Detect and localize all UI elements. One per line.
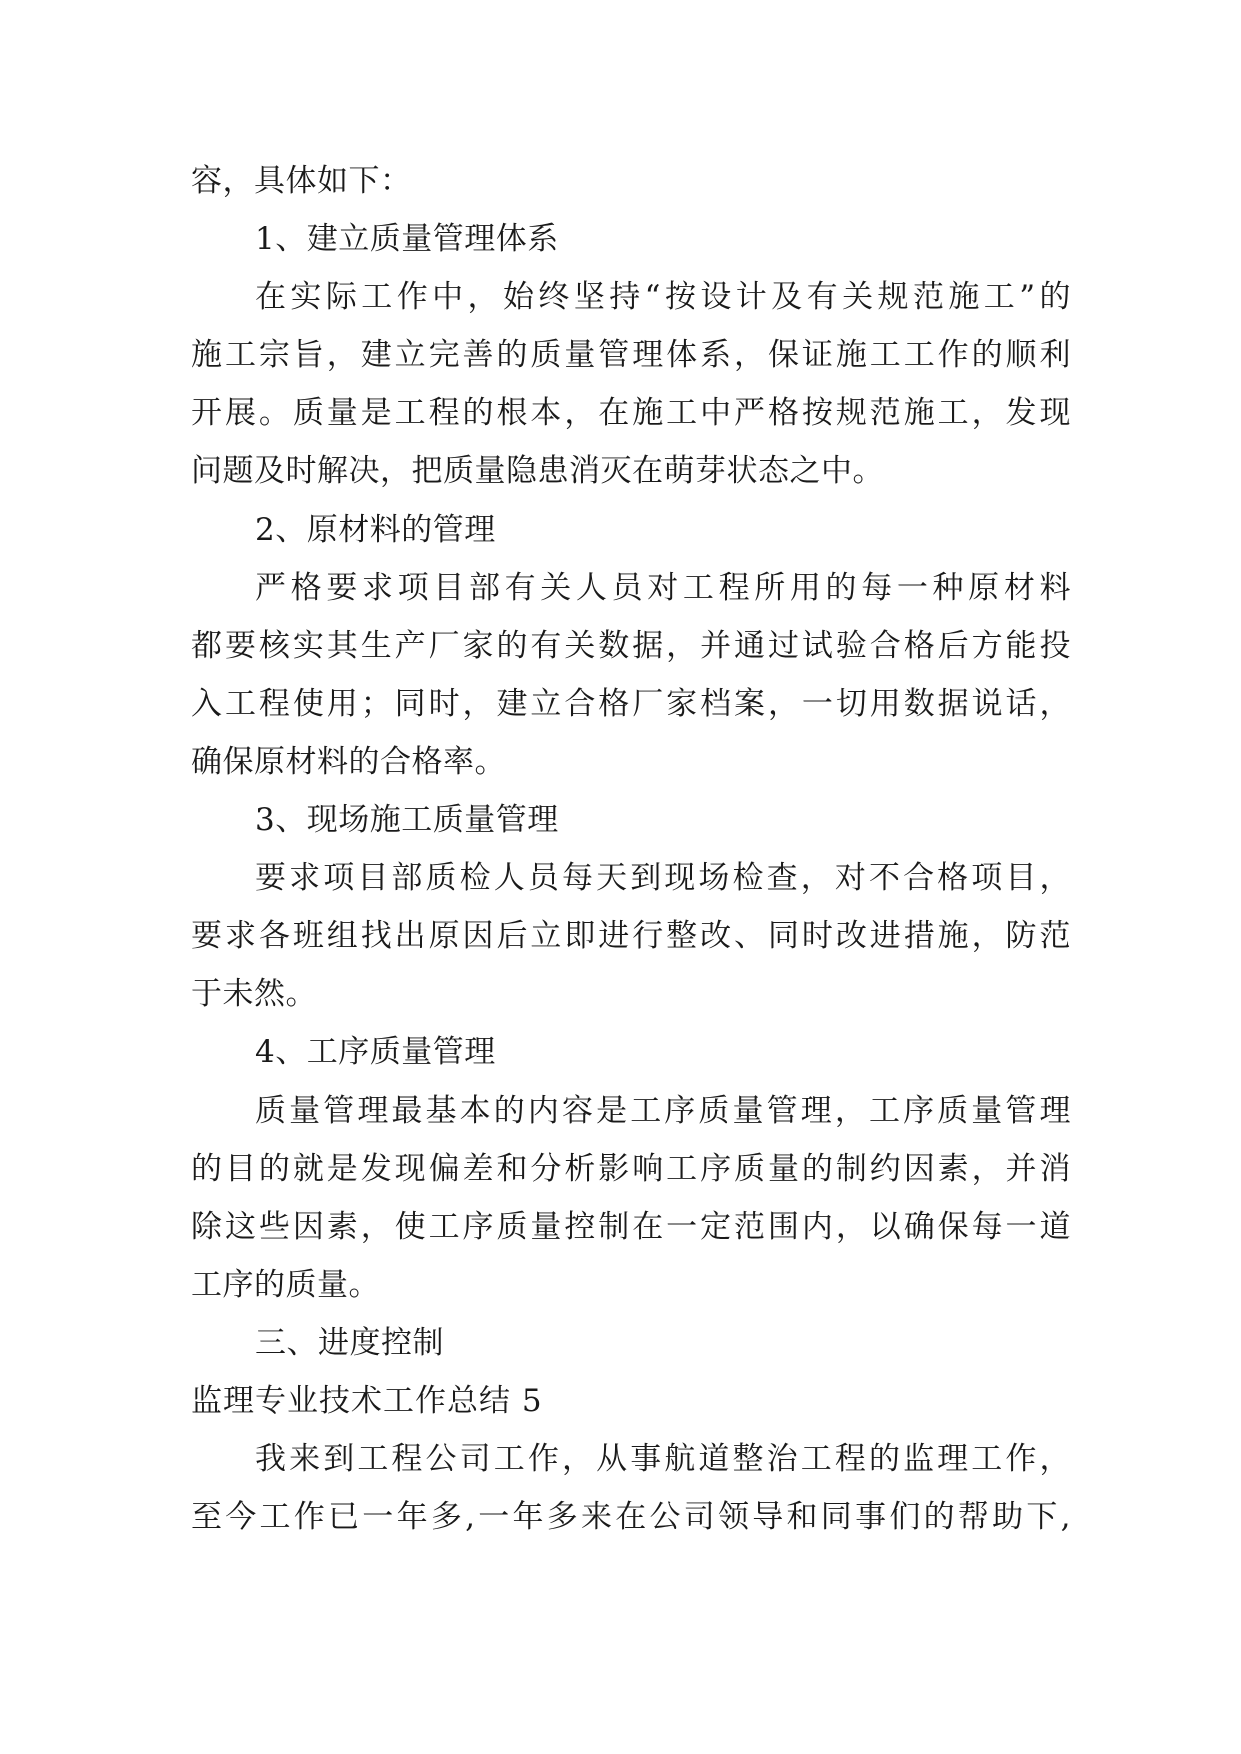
paragraph-line: 工序的质量。 <box>191 1266 380 1303</box>
paragraph-line: 至今工作已一年多,一年多来在公司领导和同事们的帮助下, <box>191 1499 1071 1536</box>
paragraph-line: 入工程使用；同时，建立合格厂家档案，一切用数据说话， <box>191 685 1071 722</box>
paragraph-line: 的目的就是发现偏差和分析影响工序质量的制约因素，并消 <box>191 1150 1071 1187</box>
paragraph-line: 于未然。 <box>191 976 317 1013</box>
paragraph-line: 我来到工程公司工作，从事航道整治工程的监理工作， <box>255 1441 1071 1478</box>
document-body <box>191 152 1071 1546</box>
section-heading: 3、现场施工质量管理 <box>255 802 559 839</box>
paragraph-line: 质量管理最基本的内容是工序质量管理，工序质量管理 <box>255 1092 1071 1129</box>
paragraph-line: 严格要求项目部有关人员对工程所用的每一种原材料 <box>255 569 1071 606</box>
paragraph-line: 施工宗旨，建立完善的质量管理体系，保证施工工作的顺利 <box>191 337 1071 374</box>
section-heading: 1、建立质量管理体系 <box>255 221 559 258</box>
paragraph-line: 问题及时解决，把质量隐患消灭在萌芽状态之中。 <box>191 453 884 490</box>
paragraph-line: 都要核实其生产厂家的有关数据，并通过试验合格后方能投 <box>191 627 1071 664</box>
paragraph-line: 要求各班组找出原因后立即进行整改、同时改进措施，防范 <box>191 918 1071 955</box>
paragraph-line: 确保原材料的合格率。 <box>191 743 506 780</box>
section-heading: 2、原材料的管理 <box>255 511 496 548</box>
paragraph-line: 开展。质量是工程的根本，在施工中严格按规范施工，发现 <box>191 395 1071 432</box>
paragraph-line: 容，具体如下： <box>191 163 412 199</box>
paragraph-line: 除这些因素，使工序质量控制在一定范围内，以确保每一道 <box>191 1208 1071 1245</box>
section-heading: 4、工序质量管理 <box>255 1034 496 1071</box>
section-heading: 三、进度控制 <box>255 1324 444 1361</box>
paragraph-line: 要求项目部质检人员每天到现场检查，对不合格项目， <box>255 860 1071 897</box>
paragraph-line: 在实际工作中，始终坚持“按设计及有关规范施工”的 <box>255 279 1071 316</box>
document-title: 监理专业技术工作总结 5 <box>191 1382 543 1419</box>
